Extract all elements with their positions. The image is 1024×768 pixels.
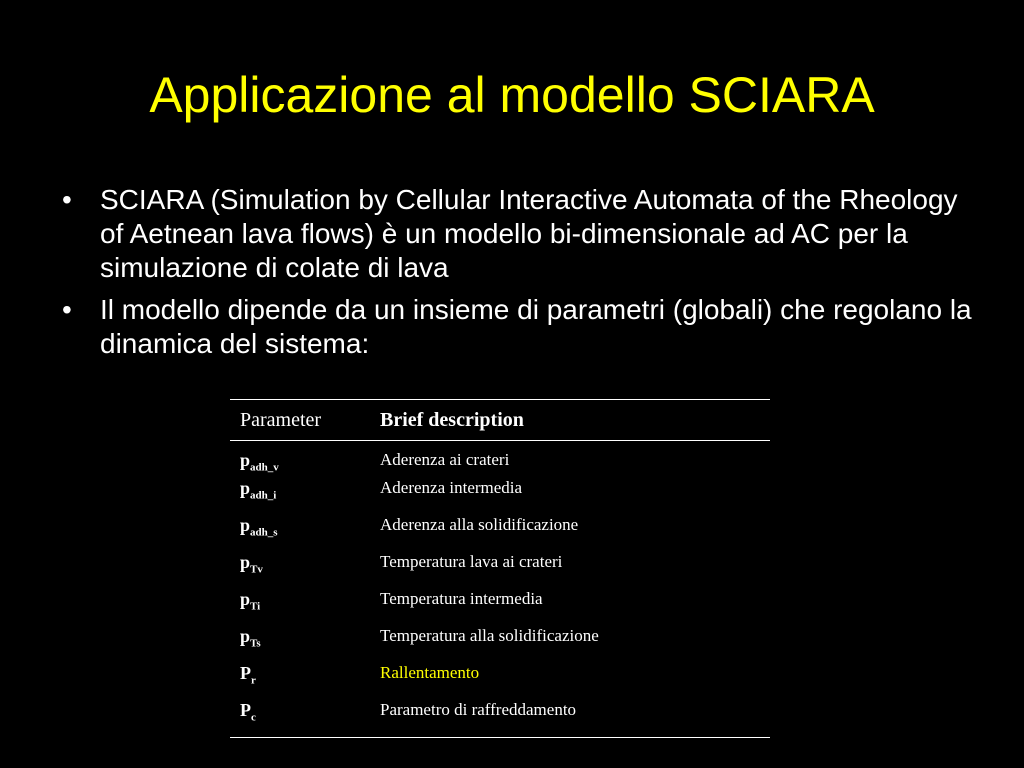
param-description: Aderenza alla solidificazione [380,515,579,534]
param-symbol-base: P [240,663,251,683]
param-description: Temperatura intermedia [380,589,543,608]
param-symbol [230,478,380,515]
param-symbol-sub: adh_v [250,461,279,474]
param-symbol [230,515,380,552]
param-symbol [230,626,380,663]
table-header-row [230,400,770,441]
param-symbol-sub: adh_s [250,526,278,539]
param-symbol-base: p [240,515,251,535]
param-symbol-base: P [240,700,251,720]
bullet-text: Il modello dipende da un insieme di parametri (globali) che regolano la dinamica del sistema: [100,294,972,359]
param-description: Temperatura alla solidificazione [380,626,599,645]
param-symbol-base: p [240,589,251,609]
param-symbol-sub: c [251,711,256,724]
param-symbol-sub: Ti [250,600,261,613]
param-description: Aderenza ai crateri [380,450,510,469]
param-description: Temperatura lava ai crateri [380,552,563,571]
param-symbol [230,700,380,738]
param-symbol-sub: adh_i [250,489,277,502]
param-symbol-base: p [240,626,251,646]
param-description: Rallentamento [380,663,480,682]
parameter-table [230,399,770,738]
param-description: Parametro di raffreddamento [380,700,577,719]
param-symbol [230,552,380,589]
table-row [230,552,770,589]
param-symbol-base: p [240,552,251,572]
param-symbol [230,663,380,700]
table-row [230,478,770,515]
param-symbol-base: p [240,478,251,498]
table-row [230,663,770,700]
bullet-item [62,293,972,361]
param-description: Aderenza intermedia [380,478,523,497]
bullet-text: SCIARA (Simulation by Cellular Interactive Automata of the Rheology of Aetnean lava flows) è un modello bi-dimensionale ad AC per la simulazione di colate di lava [100,184,958,283]
table-row [230,626,770,663]
param-symbol [230,441,380,479]
table-row [230,700,770,738]
header-parameter: Parameter [240,408,322,431]
param-symbol-sub: r [251,674,256,687]
table-row [230,441,770,479]
header-description: Brief description [380,408,524,431]
table-row [230,515,770,552]
slide-title: Applicazione al modello SCIARA [149,67,875,123]
bullet-marker: • [62,294,72,325]
param-symbol-base: p [240,450,251,470]
param-symbol [230,589,380,626]
bullet-list [62,183,972,369]
table-row [230,589,770,626]
bullet-marker: • [62,184,72,215]
bullet-item [62,183,972,285]
param-symbol-sub: Tv [250,563,263,576]
param-symbol-sub: Ts [250,637,261,650]
